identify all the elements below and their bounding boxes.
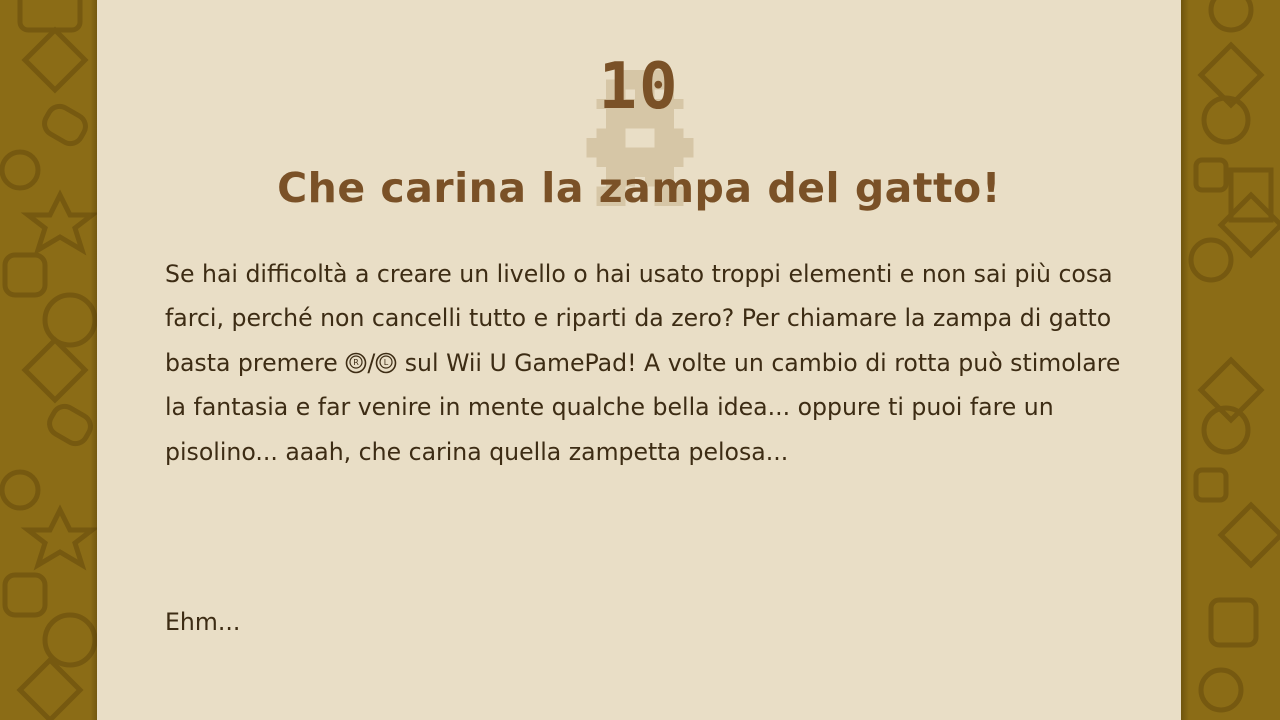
right-border-shadow <box>1181 0 1189 720</box>
tip-number: 10 <box>598 50 680 124</box>
r-button-label: R <box>353 357 360 367</box>
r-button-icon <box>345 352 367 374</box>
right-pattern-icons <box>1181 0 1280 720</box>
l-button-label: L <box>384 357 389 367</box>
tip-body <box>165 252 1125 474</box>
tip-page <box>97 0 1181 720</box>
tip-body-text-part2: sul Wii U GamePad! A volte un cambio di rotta può stimolare la fantasia e far venire in mente qualche bella idea... oppure ti puoi fare un pisolino... aaah, che carina quella zampetta pelosa... <box>165 348 1121 466</box>
tip-body-text-part1: Se hai difficoltà a creare un livello o hai usato troppi elementi e non sai più cosa farci, perché non cancelli tutto e riparti da zero? Per chiamare la zampa di gatto basta premere <box>165 260 1113 377</box>
right-decorative-border <box>1181 0 1280 720</box>
tip-title: Che carina la zampa del gatto! <box>277 164 1001 212</box>
button-separator: / <box>367 348 376 377</box>
left-pattern-icons <box>0 0 97 720</box>
tip-ending: Ehm... <box>165 608 241 636</box>
l-button-icon <box>375 352 397 374</box>
left-decorative-border <box>0 0 97 720</box>
